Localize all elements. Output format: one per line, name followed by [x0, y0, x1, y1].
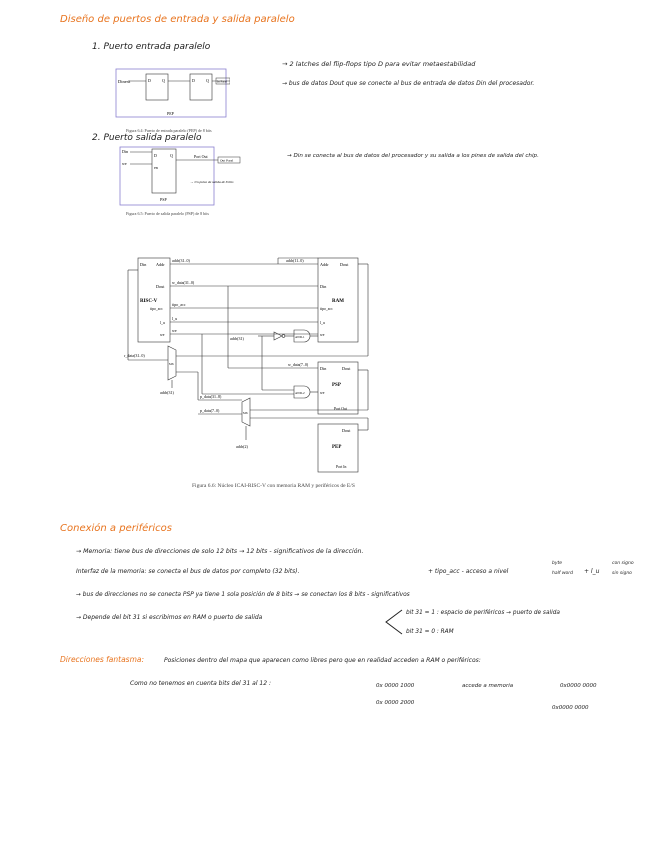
ghost-addr1-note: accede a memoria — [462, 683, 514, 689]
section3-line2b: + tipo_acc - acceso a nivel — [428, 568, 509, 575]
ghost-addr2-target: 0x0000 0000 — [552, 705, 589, 711]
figure-6-6-caption: Figura 6.6: Núcleo ICAI-RISC-V con memoria RAM y periféricos de E/S — [192, 483, 355, 489]
section4-heading: Direcciones fantasma: — [60, 655, 144, 664]
ram-we: we — [320, 333, 325, 337]
psp-ff-d: D — [154, 153, 157, 158]
ff2-q: Q — [206, 78, 209, 83]
sig-mux-left: MX — [169, 362, 174, 366]
psp-figure — [118, 145, 246, 207]
psp-ff-en: en — [154, 165, 158, 170]
section4-text: Posiciones dentro del mapa que aparecen como libres pero que en realidad acceden a RAM o periféricos: — [164, 657, 481, 664]
case-brace — [384, 608, 404, 638]
section3-heading: Conexión a periféricos — [60, 523, 173, 534]
section3-line4: → Depende del bit 31 si escribimos en RAM o puerto de salida — [76, 614, 263, 621]
sig-p-data31: p_data(31..8) — [200, 394, 222, 399]
figure-6-5-caption: Figura 6.5: Puerto de salida paralelo (PSP) de 8 bits — [126, 211, 209, 216]
sig-r-data: r_data(31..0) — [124, 353, 145, 358]
psp-annotation: → Un pulso de salida de 8 bits — [190, 180, 234, 184]
psp-block-we: we — [320, 391, 325, 395]
ram-tipo-acc: tipo_acc — [320, 307, 333, 311]
ff1-d: D — [148, 78, 151, 83]
riscv-l-u: l_u — [160, 321, 165, 325]
not-gate — [274, 332, 282, 340]
brace1-byte: byte — [552, 561, 563, 566]
riscv-addr: Addr — [156, 262, 165, 267]
sig-p-data7: p_data(7..0) — [200, 408, 220, 413]
section4-line2: Como no tenemos en cuenta bits del 31 al 12 : — [130, 680, 271, 687]
section3-case2: bit 31 = 0 : RAM — [406, 629, 454, 635]
ff1-q: Q — [162, 78, 165, 83]
section1-note1: → 2 latches del flip-flops tipo D para evitar metaestabilidad — [282, 60, 476, 68]
riscv-dout: Dout — [156, 284, 165, 289]
pep-in-label: Dinext — [118, 79, 131, 84]
ghost-addr1: 0x 0000 1000 — [376, 683, 415, 689]
psp-block-label: PSP — [160, 197, 167, 202]
ghost-addr1-target: 0x0000 0000 — [560, 683, 597, 689]
pep-block-name: PEP — [332, 445, 342, 450]
sig-and1: AND-1 — [295, 335, 305, 339]
psp-block-dout: Dout — [342, 366, 351, 371]
pep-block-port-in: Port In — [336, 465, 347, 469]
section1-note2: → bus de datos Dout que se conecte al bus de entrada de datos Din del procesador. — [282, 80, 535, 87]
psp-port-out: Port Out — [194, 154, 208, 159]
sig-addr31: addr(31) — [230, 336, 244, 341]
sig-addr2: addr(2) — [236, 444, 248, 449]
sig-l-u: l_u — [172, 316, 178, 321]
psp-din: Din — [122, 149, 128, 154]
page-title: Diseño de puertos de entrada y salida paralelo — [60, 14, 295, 25]
psp-out-label: Out Paral — [220, 158, 234, 163]
ram-din: Din — [320, 284, 327, 289]
riscv-system-figure — [118, 250, 380, 482]
section3-line2: Interfaz de la memoria: se conecta el bus de datos por completo (32 bits). — [76, 568, 300, 575]
sig-we: we — [172, 328, 177, 333]
ram-name: RAM — [332, 299, 344, 304]
figure-6-4-caption: Figura 6.4: Puerto de entrada paralelo (PEP) de 8 bits — [126, 128, 212, 133]
sig-addr-ram: addr(11..0) — [286, 258, 304, 263]
section3-line2c: + l_u — [584, 568, 600, 575]
psp-we: we — [122, 161, 127, 166]
sig-mux-right: MX — [243, 411, 248, 415]
psp-block-name: PSP — [332, 383, 341, 388]
brace2-unsigned: sin signo — [612, 571, 632, 576]
riscv-name: RISC-V — [140, 299, 158, 304]
sig-addr31b: addr(31) — [160, 390, 174, 395]
ram-l-u: l_u — [320, 321, 325, 325]
psp-block-din: Din — [320, 366, 327, 371]
brace2-signed: con signo — [612, 561, 634, 566]
section3-line3: → bus de direcciones no se conecta PSP ya tiene 1 sola posición de 8 bits → se conectan los 8 bits - significativos — [76, 592, 410, 598]
sig-w-data-psp: w_data(7..0) — [288, 362, 309, 367]
sig-and2: AND-2 — [295, 391, 305, 395]
pep-block-label: PEP — [167, 111, 174, 116]
ram-addr: Addr — [320, 262, 329, 267]
pep-out-label: In Paral — [217, 79, 228, 84]
riscv-tipo-acc: tipo_acc — [150, 307, 163, 311]
pep-block-dout: Dout — [342, 428, 351, 433]
ff2-d: D — [192, 78, 195, 83]
sig-addr-bus: addr(31..0) — [172, 258, 190, 263]
pep-figure — [112, 66, 230, 122]
section1-heading: 1. Puerto entrada paralelo — [92, 42, 211, 52]
section2-note1: → Din se conecta al bus de datos del procesador y su salida a los pines de salida del chip. — [287, 153, 539, 159]
sig-tipo-acc: tipo_acc — [172, 302, 186, 307]
riscv-we: we — [160, 333, 165, 337]
section2-heading: 2. Puerto salida paralelo — [92, 133, 202, 143]
sig-w-data: w_data(31..0) — [172, 280, 195, 285]
psp-block-port-out: Port Out — [334, 407, 347, 411]
section3-line1: → Memoria: tiene bus de direcciones de solo 12 bits → 12 bits - significativos de la dirección. — [76, 548, 364, 555]
riscv-din: Din — [140, 262, 147, 267]
ghost-addr2: 0x 0000 2000 — [376, 700, 415, 706]
ram-dout: Dout — [340, 262, 349, 267]
section3-case1: bit 31 = 1 : espacio de periféricos → puerto de salida — [406, 610, 560, 616]
psp-ff-q: Q — [170, 153, 173, 158]
brace1-half: half word — [552, 571, 574, 576]
